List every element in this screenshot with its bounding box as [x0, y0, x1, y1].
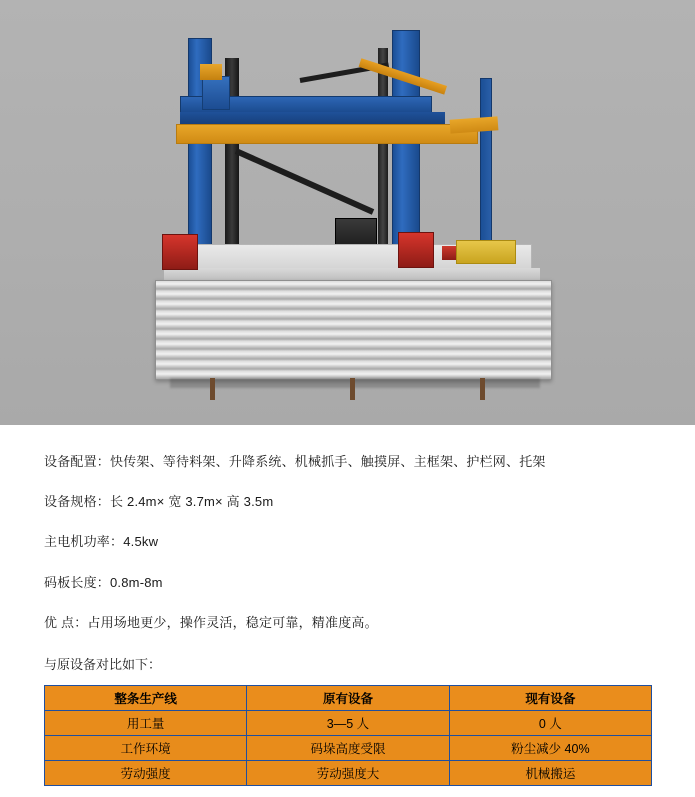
orange-beam — [176, 124, 478, 144]
pallet-leg — [350, 378, 355, 400]
spec-configuration: 设备配置：快传架、等待料架、升降系统、机械抓手、触摸屏、主框架、护栏网、托架 — [44, 454, 546, 469]
table-cell: 3—5 人 — [247, 710, 449, 735]
table-cell: 工作环境 — [45, 735, 247, 760]
table-row — [45, 760, 652, 785]
top-beam-secondary — [180, 112, 445, 124]
support-platform-bar — [164, 268, 540, 280]
table-header-cell: 整条生产线 — [45, 685, 247, 710]
table-cell: 0 人 — [449, 710, 651, 735]
table-cell: 用工量 — [45, 710, 247, 735]
spec-advantages: 优 点：占用场地更少，操作灵活，稳定可靠，精准度高。 — [44, 614, 378, 630]
spec-dimensions: 设备规格：长 2.4m× 宽 3.7m× 高 3.5m — [44, 494, 274, 510]
machine-illustration — [150, 18, 570, 388]
table-cell: 粉尘减少 40% — [449, 735, 651, 760]
table-header-cell: 现有设备 — [449, 685, 651, 710]
table-cell: 码垛高度受限 — [247, 735, 449, 760]
control-box — [202, 76, 230, 110]
table-row — [45, 735, 652, 760]
spec-motor-power: 主电机功率：4.5kw — [44, 534, 159, 550]
pallet-leg — [210, 378, 215, 400]
red-clamp-left — [162, 234, 198, 270]
table-row — [45, 710, 652, 735]
table-cell: 劳动强度大 — [247, 760, 449, 785]
pallet-leg — [480, 378, 485, 400]
red-clamp-right — [398, 232, 434, 268]
diagonal-brace — [235, 148, 374, 214]
text-content — [0, 425, 695, 786]
comparison-table — [44, 685, 652, 786]
metal-sheet-stack — [155, 280, 552, 380]
table-cell: 劳动强度 — [45, 760, 247, 785]
spec-board-length: 码板长度：0.8m-8m — [44, 574, 163, 590]
table-cell: 机械搬运 — [449, 760, 651, 785]
yellow-block — [456, 240, 516, 264]
comparison-intro: 与原设备对比如下： — [44, 656, 162, 672]
motor-cover — [200, 64, 222, 80]
table-header-row — [45, 685, 652, 710]
table-header-cell: 原有设备 — [247, 685, 449, 710]
